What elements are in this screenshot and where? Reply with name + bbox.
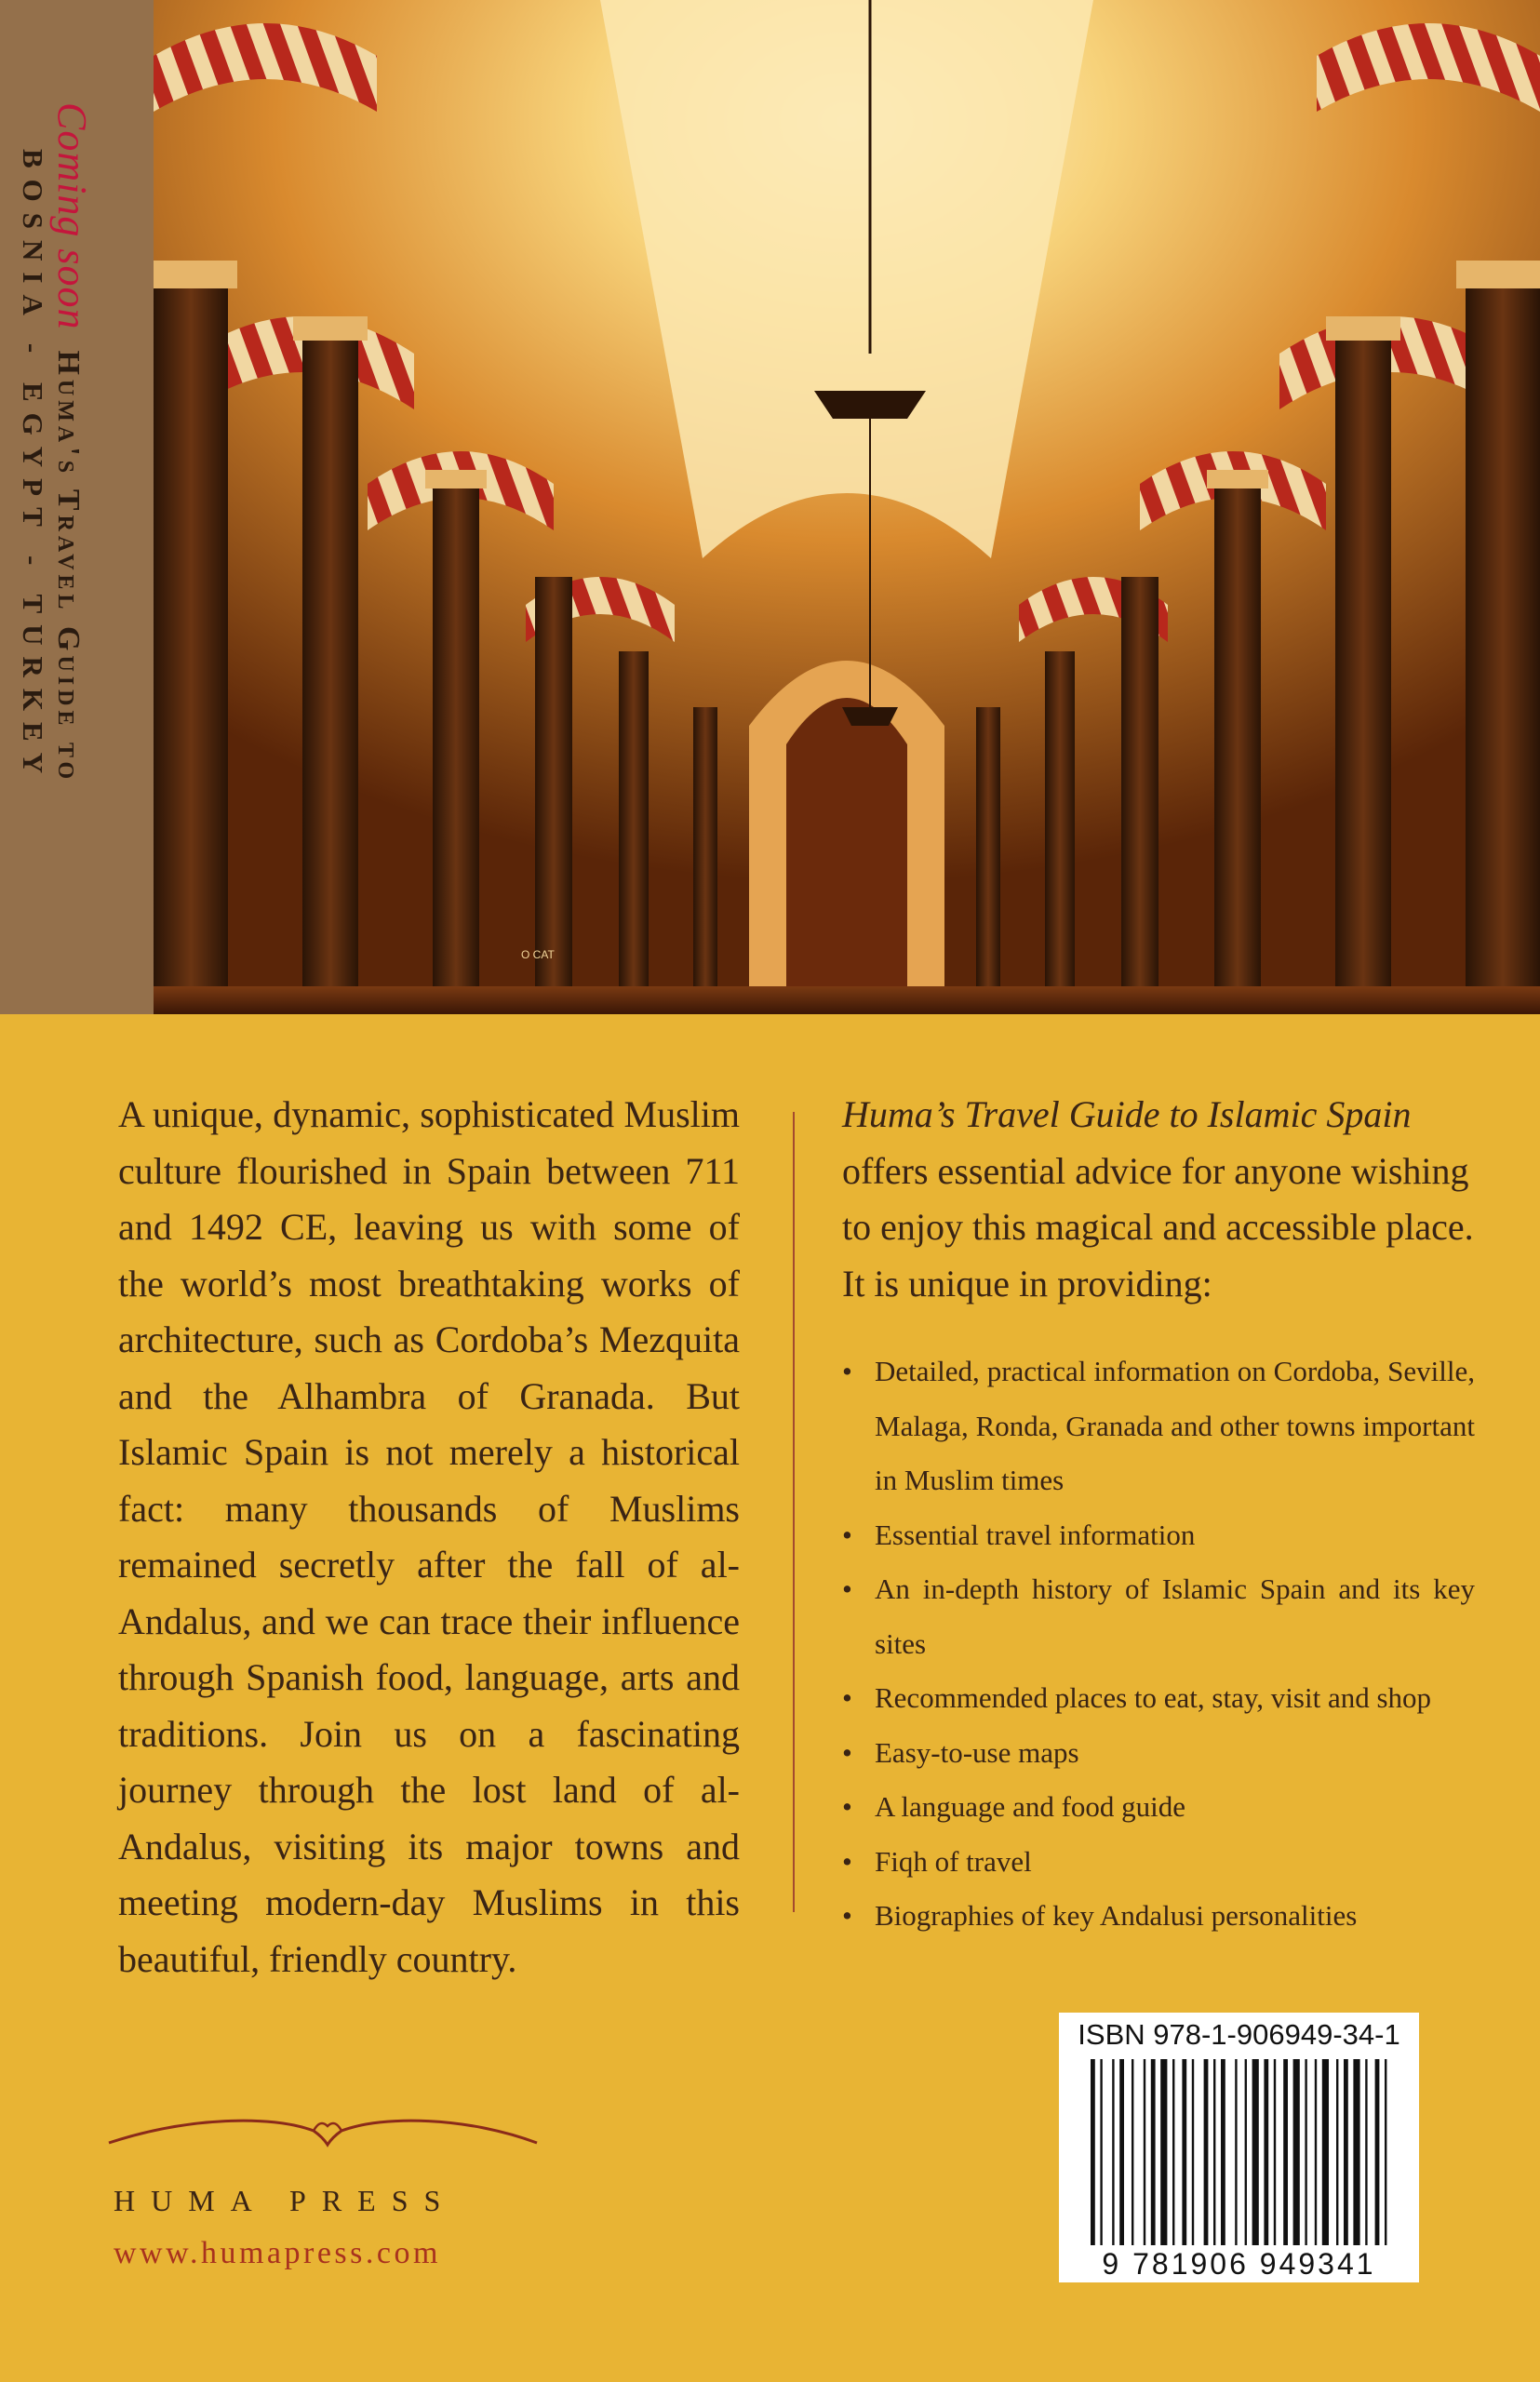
barcode-bar (1353, 2059, 1359, 2245)
barcode-bar (1091, 2059, 1095, 2245)
publisher-website-link[interactable]: www.humapress.com (114, 2236, 441, 2270)
spine-panel (0, 0, 154, 1014)
publisher-block (104, 2098, 542, 2270)
book-description: A unique, dynamic, sophisticated Muslim culture flourished in Spain between 711 and 1492 CE, leaving us with some of the world’s most breathtaking works of architecture, such as Cordoba’s Mezquita and the Alhambra of Granada. But Islamic Spain is not merely a historical fact: many thousands of Muslims remained secretly after the fall of al-Andalus, and we can trace their influence through Spanish food, language, arts and traditions. Join us on a fascinating journey through the lost land of al-Andalus, visiting its major towns and meeting modern-day Muslims in this beautiful, friendly country. (118, 1093, 740, 1980)
coming-soon-label: Coming soon (49, 102, 95, 330)
barcode-bar (1283, 2059, 1288, 2245)
barcode-bar (1375, 2059, 1380, 2245)
series-title: Huma's Travel Guide to (51, 350, 86, 784)
barcode-bar (1252, 2059, 1259, 2245)
feature-item: • Detailed, practical information on Cordoba, Seville, Malaga, Ronda, Granada and other towns important in Muslim times (842, 1345, 1475, 1508)
barcode-bar (1144, 2059, 1145, 2245)
barcode-bar (1322, 2059, 1329, 2245)
barcode-bar (1132, 2059, 1133, 2245)
barcode-bar (1172, 2059, 1174, 2245)
barcode-bar (1192, 2059, 1194, 2245)
mosque-interior-illustration (154, 0, 1540, 1014)
barcode-bar (1182, 2059, 1186, 2245)
isbn-barcode (1059, 2013, 1419, 2282)
barcode-bar (1235, 2059, 1237, 2245)
photo-caption-fragment: O CAT (521, 948, 555, 961)
barcode-bar (1245, 2059, 1247, 2245)
feature-item: • Essential travel information (842, 1508, 1475, 1563)
upcoming-countries: BOSNIA - EGYPT - TURKEY (17, 149, 49, 785)
guide-title: Huma’s Travel Guide to Islamic Spain (842, 1093, 1412, 1135)
barcode-bar (1100, 2059, 1102, 2245)
barcode-bars (1059, 2059, 1419, 2245)
feature-item: • Fiqh of travel (842, 1835, 1475, 1890)
barcode-bar (1305, 2059, 1306, 2245)
barcode-bar (1119, 2059, 1124, 2245)
barcode-bar (1264, 2059, 1268, 2245)
barcode-bar (1365, 2059, 1367, 2245)
barcode-bar (1204, 2059, 1209, 2245)
barcode-bar (1151, 2059, 1156, 2245)
barcode-bar (1221, 2059, 1225, 2245)
top-band (0, 0, 1540, 1014)
barcode-bar (1315, 2059, 1317, 2245)
barcode-bar (1344, 2059, 1348, 2245)
barcode-bar (1385, 2059, 1386, 2245)
feature-list (842, 1345, 1475, 1944)
barcode-bar (1160, 2059, 1167, 2245)
barcode-bar (1213, 2059, 1215, 2245)
isbn-label: ISBN 978-1-906949-34-1 (1078, 2018, 1400, 2051)
barcode-bar (1336, 2059, 1338, 2245)
mosque-interior-photo (154, 0, 1540, 1014)
feature-item: • Biographies of key Andalusi personalities (842, 1889, 1475, 1944)
barcode-digits: 9 781906 949341 (1102, 2247, 1376, 2281)
feature-item: • Recommended places to eat, stay, visit and shop (842, 1671, 1475, 1726)
feature-item: • A language and food guide (842, 1780, 1475, 1835)
guide-intro (842, 1087, 1475, 1312)
guide-summary (842, 1087, 1475, 1944)
barcode-bar (1112, 2059, 1114, 2245)
guide-intro-text: offers essential advice for anyone wishing to enjoy this magical and accessible place. It is unique in providing: (842, 1149, 1474, 1305)
coming-soon-line (48, 102, 96, 783)
feature-item: • Easy-to-use maps (842, 1726, 1475, 1781)
barcode-bar (1293, 2059, 1300, 2245)
barcode-bar (1274, 2059, 1276, 2245)
publisher-swash-ornament (104, 2098, 542, 2154)
column-divider (793, 1112, 795, 1912)
publisher-name: HUMA PRESS (114, 2184, 457, 2217)
feature-item: • An in-depth history of Islamic Spain and its key sites (842, 1562, 1475, 1671)
